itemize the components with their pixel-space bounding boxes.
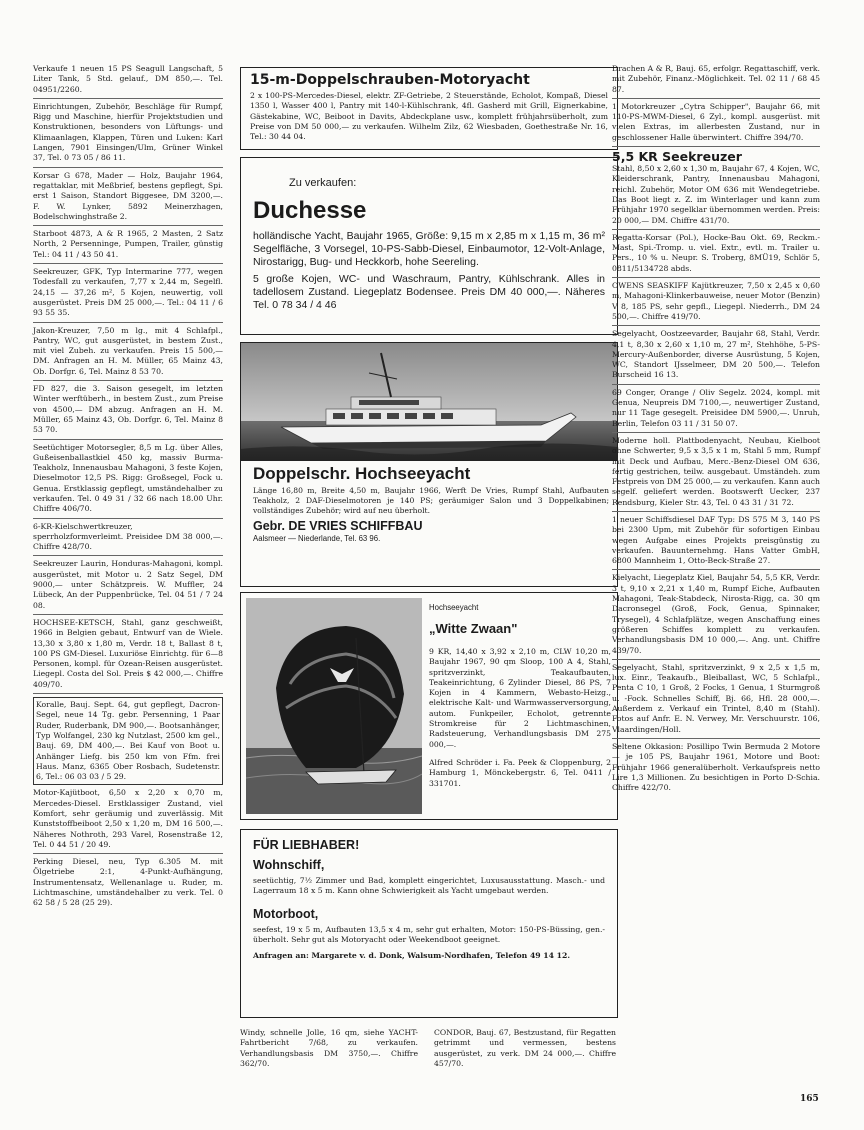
classified-ad: Moderne holl. Plattbodenyacht, Neubau, Kielboot ohne Schwerter, 9,5 x 3,5 x 1 m, Stahl 5 mm, Rumpf mit Deck und Aufbau, Merc.-Benz-Diesel OM 636, fertig gestrichen, teilw. ausgebaut. Umständeh. zum Festpreis von DM 25 000,— zu verkaufen. Kann auch segelf. geliefert werden. Bootswerft Uecker, 237 Rendsburg, Kieler Str. 43, Tel. 0 43 31 / 31 72.	[612, 436, 820, 512]
classified-ad: Seetüchtiger Motorsegler, 8,5 m Lg. über Alles, Gußeisenballastkiel 450 kg, massiv Burma-Teakholz, Innenausbau Mahagoni, 3 feste Kojen, Dieselmotor 12,5 PS. Rigg: Großsegel, Fock u. Genua. Erstklassig gepflegt, umständehalber zu verkaufen. Tel. 0 49 31 / 32 66 nach 18.00 Uhr. Chiffre 406/70.	[33, 443, 223, 519]
classified-ad-boxed: Koralle, Bauj. Sept. 64, gut gepflegt, Dacron-Segel, neue 14 Tg. gebr. Persenning, 1 Paar Ruder, Ruderbank, DM 900,—. Bootsanhänger, Typ Wolfangel, 230 kg Nutzlast, 2500 km gel., Bauj. 69, DM 400,—. Bei Kauf von Boot u. Anhänger Liefg. bis 250 km von Ffm. frei Haus. Manz, 6365 Ober Rosbach, Sudetenstr. 6, Tel.: 06 03 03 / 5 29.	[33, 697, 223, 785]
classified-ad: 1 Motorkreuzer „Cytra Schipper", Baujahr 66, mit 110-PS-MWM-Diesel, 6 Zyl., kompl. ausgerüst. mit vielen Extras, im allerbesten Zustand, nur in geschlossener Halle überwintert. Chiffre 394/70.	[612, 102, 820, 147]
classified-ad: HOCHSEE-KETSCH, Stahl, ganz geschweißt, 1966 in Belgien gebaut, Entwurf van de Wiele. 13,30 x 3,80 x 1,80 m, Verdr. 18 t, Ballast 8 t, 100 PS GM-Diesel. Luxuriöse Einrichtg. für 6—8 Personen, kompl. für Ozean-Reisen ausgerüstet. Liegepl. Costa del Sol. Preis $ 42 000,—. Chiffre 409/70.	[33, 618, 223, 694]
seekreuzer-title: 5,5 KR Seekreuzer	[612, 149, 742, 165]
duchesse-text-2: 5 große Kojen, WC- und Waschraum, Pantry, Kühlschrank. Alles in tadellosem Zustand. Liegeplatz Bodensee. Preis DM 40 000,—. Näheres Tel. 0 78 34 / 4 46	[253, 273, 605, 311]
classified-ad: Segelyacht, Oostzeevarder, Baujahr 68, Stahl, Verdr. 4,1 t, 8,30 x 2,60 x 1,10 m, 27 m², Stehhöhe, 5-PS-Mercury-Außenborder, diverse Ausrüstung, 5 Kojen, WC, Standort IJsselmeer, DM 20 500,—. Telefon Burscheid 16 13.	[612, 329, 820, 384]
motoryacht-title: 15-m-Doppelschrauben-Motoryacht	[250, 72, 530, 88]
classified-ad: FD 827, die 3. Saison gesegelt, im letzten Winter werftüberh., in bestem Zust., zum Preise von 4500,— DM abzug. Anfragen an H. M. Müller, 65 Mainz 43, Ob. Dorfgr. 6, Tel. Mainz 8 53 70.	[33, 384, 223, 439]
classified-ad: Korsar G 678, Mader — Holz, Baujahr 1964, regattaklar, mit Meßbrief, bestens gepflegt, Spi. erst 1 Saison, Standort Biggesee, DM 3200,—. F. W. Lynker, 5892 Meinerzhagen, Bodelschwinghstraße 2.	[33, 171, 223, 226]
duchesse-text: holländische Yacht, Baujahr 1965, Größe: 9,15 m x 2,85 m x 1,15 m, 36 m² Segelfläche, 3 Vorsegel, 10-PS-Sabb-Diesel, Einbaumotor, 12-Volt-Anlage, Nirostarigg, Bug- und Heckkorb, hohe Seereling.	[253, 230, 605, 268]
windy-ad: Windy, schnelle Jolle, 16 qm, siehe YACHT-Fahrtbericht 7/68, zu verkaufen. Verhandlungsbasis DM 3750,—. Chiffre 362/70.	[240, 1028, 418, 1068]
witte-zwaan-ad	[240, 592, 618, 820]
wohnschiff-heading: Wohnschiff,	[253, 858, 325, 872]
classified-ad: Regatta-Korsar (Pol.), Hocke-Bau Okt. 69, Reckm.-Mast, Spi.-Tromp. u. viel. Extr., evtl. m. Trailer u. Pers., 10 % u. Neupr. S. Troberg, 8MÜ19, Schlör 5, 0811/5134728 abds.	[612, 233, 820, 278]
witte-zwaan-text: 9 KR, 14,40 x 3,92 x 2,10 m, CLW 10,20 m, Baujahr 1967, 90 qm Sloop, 100 A 4, Stahl, spritzverzinkt, Teakaufbauten, Teakeinrichtung, 6 Zylinder Diesel, 86 PS, 7 Kojen in 4 Kammern, Webasto-Heizg., elektrische Kalt- und Warmwasserversorgung, autom. Funkpeiler, Echolot, getrennte Stromkreise für 2 Lichtmaschinen, Radsteuerung, Verhandlungsbasis DM 275 000,—.	[429, 647, 611, 749]
seekreuzer-ad	[612, 150, 820, 230]
devries-text: Länge 16,80 m, Breite 4,50 m, Baujahr 1966, Werft De Vries, Rumpf Stahl, Aufbauten Teakholz, 2 DAF-Dieselmotoren je 140 PS; geräumiger Salon und 3 Doppelkabinen; vollständiges Zubehör; wird auf neu überholt.	[253, 486, 609, 515]
classified-ad: Segelyacht, Stahl, spritzverzinkt, 9 x 2,5 x 1,5 m, lux. Einr., Teakaufb., Bleiballast, WC, 5 Schlafpl., Penta C 10, 1 Groß, 2 Focks, 1 Genua, 1 Sturmgroß u. -Fock. Schnelles Schiff, Bj. 66, Hfl. 28 000,—. Außerdem z. Verkauf ein Trintel, 8,40 m (Stahl). Fotos auf Anfr. E. N. Verwey, Mr. Verschuurstr. 106, Vlaardingen/Holl.	[612, 663, 820, 739]
duchesse-pretitle: Zu verkaufen:	[289, 177, 357, 189]
classified-ad: Einrichtungen, Zubehör, Beschläge für Rumpf, Rigg und Maschine, hierfür Projektstudien und Konstruktionen, besonders von Lüftungs- und Klimaanlagen, Klappen, Türen und Luken: Karl Langen, 7901 Einsingen/Ulm, Grüner Winkel 37, Tel. 0 73 05 / 86 11.	[33, 102, 223, 168]
classified-ad: Drachen A & R, Bauj. 65, erfolgr. Regattaschiff, verk. mit Zubehör, Finanz.-Möglichkeit. Tel. 02 11 / 68 45 87.	[612, 64, 820, 99]
classified-ad: Verkaufe 1 neuen 15 PS Seagull Langschaft, 5 Liter Tank, 5 Std. gelauf., DM 850,—. Tel. 04951/2260.	[33, 64, 223, 99]
classified-ad: Seekreuzer Laurin, Honduras-Mahagoni, kompl. ausgerüstet, mit Motor u. 2 Satz Segel, DM 9000,— unter Schätzpreis. W. Muffler, 24 Lübeck, An der Puppenbrücke, Tel. 04 51 / 7 24 08.	[33, 559, 223, 614]
classified-ad: OWENS SEASKIFF Kajütkreuzer, 7,50 x 2,45 x 0,60 m, Mahagoni-Klinkerbauweise, neuer Motor (Benzin) V 8, 185 PS, sehr gepfl., Liegepl. Niederrh., DM 24 500,—. Chiffre 419/70.	[612, 281, 820, 326]
condor-ad: CONDOR, Bauj. 67, Bestzustand, für Regatten getrimmt und vermessen, bestens ausgerüstet, zu verk. DM 24 000,—. Chiffre 457/70.	[434, 1028, 616, 1068]
liebhaber-title: FÜR LIEBHABER!	[253, 838, 360, 852]
motorboot-heading: Motorboot,	[253, 906, 319, 921]
devries-title: Doppelschr. Hochseeyacht	[253, 464, 471, 483]
devries-ad	[240, 342, 618, 587]
classified-ad: Seltene Okkasion: Posillipo Twin Bermuda 2 Motore — je 105 PS, Baujahr 1961, Motore und Boot: Frühjahr 1966 generalüberholt. Verkaufspreis netto Lire 1,3 Millionen. Zu besichtigen in Porto D-Schia. Chiffre 422/70.	[612, 741, 820, 793]
sailboat-spinnaker-photo	[246, 598, 422, 814]
classified-ad: 69 Conger, Orange / Oliv Segelz. 2024, kompl. mit Genua, Neupreis DM 7100,—, neuwertiger Zustand, nur 11 Tage gesegelt. Preisidee DM 5900,—. Unruh, Berlin, Telefon 03 11 / 31 50 07.	[612, 388, 820, 433]
page-number: 165	[800, 1094, 819, 1104]
classified-ad: Seekreuzer, GFK, Typ Intermarine 777, wegen Todesfall zu verkaufen, 7,77 x 2,44 m, Segelfl. 24,15 — 37,26 m², 5 Kojen, neuwertig, voll ausgerüstet. Preis DM 25 000,—. Tel.: 04 11 / 6 93 55 35.	[33, 267, 223, 322]
witte-zwaan-label: Hochseeyacht	[429, 603, 479, 612]
duchesse-title: Duchesse	[253, 197, 367, 224]
witte-zwaan-contact: Alfred Schröder i. Fa. Peek & Cloppenburg, 2 Hamburg 1, Mönckebergstr. 6, Tel. 0411 / 331701.	[429, 757, 611, 788]
motor-yacht-photo	[241, 343, 617, 461]
wohnschiff-text: seetüchtig, 7½ Zimmer und Bad, komplett eingerichtet, Luxusausstattung. Masch.- und Lagerraum 18 x 5 m. Kann ohne Schwierigkeit als Yacht umgebaut werden.	[253, 876, 605, 896]
witte-zwaan-title: „Witte Zwaan"	[429, 621, 518, 636]
right-classifieds-column	[612, 64, 820, 799]
liebhaber-contact: Anfragen an: Margarete v. d. Donk, Walsum-Nordhafen, Telefon 49 14 12.	[253, 951, 571, 961]
classified-ad: Perking Diesel, neu, Typ 6.305 M. mit Ölgetriebe 2:1, 4-Punkt-Aufhängung, Instrumentensatz, Wellenanlage u. Ruder, m. Lichtmaschine, umständehalber zu verk. Tel. 0 62 58 / 5 28 (25 29).	[33, 857, 223, 908]
motoryacht-text: 2 x 100-PS-Mercedes-Diesel, elektr. ZF-Getriebe, 2 Steuerstände, Echolot, Kompaß, Diesel 1350 l, Wasser 400 l, Pantry mit 140-l-Kühlschrank, 4fl. Gasherd mit Grill, Eignerkabine, Gästekabine, WC, Beiboot in Davits, Abdeckplane usw., komplett frühjahrsüberholt, zum Preise von DM 50 000,— zu verkaufen. Wilhelm Zilz, 62 Wiesbaden, Goethestraße Nr. 16, Tel.: 30 44 04.	[250, 91, 608, 142]
classified-ad: 6-KR-Kielschwertkreuzer, sperrholzformverleimt. Preisidee DM 38 000,—. Chiffre 428/70.	[33, 522, 223, 557]
devries-firm: Gebr. DE VRIES SCHIFFBAU	[253, 519, 423, 533]
classified-ad: Jakon-Kreuzer, 7,50 m lg., mit 4 Schlafpl., Pantry, WC, gut ausgerüstet, in bestem Zust., mit viel Zubeh. zu verkaufen. Preis 15 500,— DM. Anfragen an H. M. Müller, 65 Mainz 43, Ob. Dorfgr. 6, Tel. Mainz 8 53 70.	[33, 326, 223, 381]
liebhaber-ad	[240, 829, 618, 1018]
motorboot-text: seefest, 19 x 5 m, Aufbauten 13,5 x 4 m, sehr gut erhalten, Motor: 150-PS-Büssing, gen.-überholt. Sehr gut als Motoryacht oder Weekendboot geeignet.	[253, 924, 605, 944]
left-classifieds-column	[33, 64, 223, 915]
classified-ad: Starboot 4873, A & R 1965, 2 Masten, 2 Satz North, 2 Persenninge, Pumpen, Trailer, günstig Tel.: 04 11 / 43 50 41.	[33, 229, 223, 264]
classified-ad: Motor-Kajütboot, 6,50 x 2,20 x 0,70 m, Mercedes-Diesel. Erstklassiger Zustand, viel Komfort, sehr geräumig und zuverlässig. Mit Kunststoffbeiboot 2,50 x 1,20 m, DM 16 500,—. Näheres Nothroth, 293 Varel, Rosenstraße 12, Tel. 0 44 51 / 20 49.	[33, 788, 223, 854]
devries-address: Aalsmeer — Niederlande, Tel. 63 96.	[253, 534, 381, 543]
motoryacht-ad	[240, 67, 618, 150]
duchesse-ad	[240, 157, 618, 335]
seekreuzer-text: Stahl, 8,50 x 2,60 x 1,30 m, Baujahr 67, 4 Kojen, WC, Kleiderschrank, Pantry, Innenausbau Mahagoni, reichl. Zubehör, Motor OM 636 mit Wendegetriebe. Das Boot liegt z. Z. im Winterlager und kann zum Frühjahr 1970 segelklar übernommen werden. Preis: 20 000,— DM. Chiffre 431/70.	[612, 164, 820, 225]
classified-ad: Kielyacht, Liegeplatz Kiel, Baujahr 54, 5,5 KR, Verdr. 3 t, 9,10 x 2,21 x 1,40 m, Rumpf Eiche, Aufbauten Mahagoni, Teak-Stabdeck, Nirosta-Rigg, ca. 30 qm Dacronsegel (Groß, Fock, Genua, Spinnaker, Trysegel), 4 Schlafplätze, wegen Anschaffung eines größeren Schiffes komplett zu verkaufen. Verhandlungsbasis DM 10 000,—. Ang. unt. Chiffre 439/70.	[612, 573, 820, 659]
classified-ad: 1 neuer Schiffsdiesel DAF Typ: DS 575 M 3, 140 PS bei 2300 Upm, mit Zubehör für sofortigen Einbau wegen Aufgabe eines Projekts preisgünstig zu verkaufen. Bauunternehmg. Hans Vatter GmbH, 6800 Mannheim 1, Otto-Beck-Straße 27.	[612, 515, 820, 570]
